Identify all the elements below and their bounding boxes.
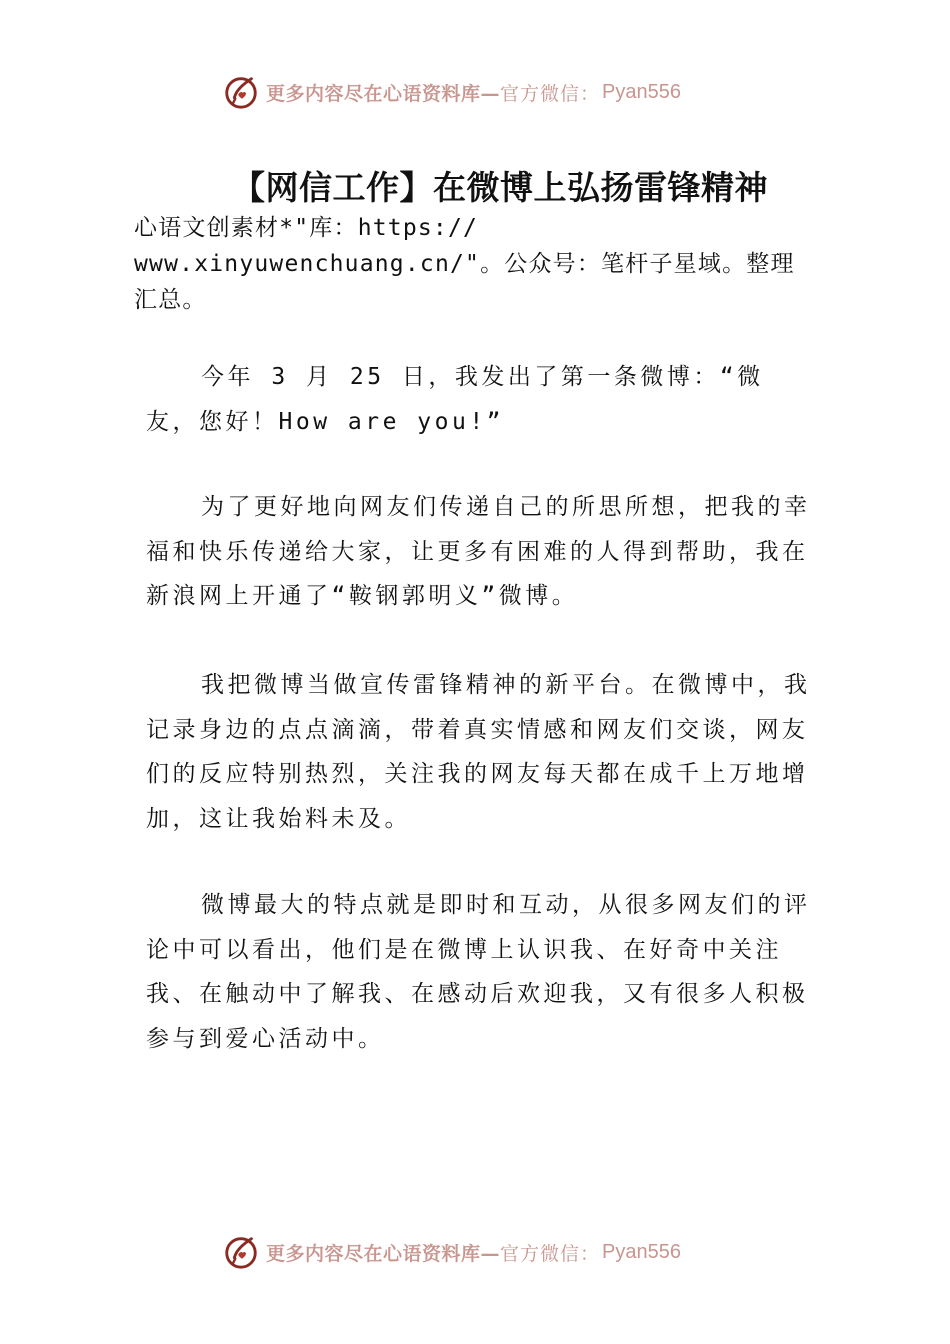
- pen-heart-logo-icon: [222, 1233, 260, 1271]
- body-paragraph-4: 微博最大的特点就是即时和互动，从很多网友们的评论中可以看出，他们是在微博上认识我、在好奇中关注我、在触动中了解我、在感动后欢迎我，又有很多人积极参与到爱心活动中。: [146, 892, 811, 1052]
- document-title: 【网信工作】在微博上弘扬雷锋精神: [232, 168, 768, 207]
- banner-slogan: 更多内容尽在心语资料库—: [266, 82, 501, 105]
- banner-wechat-id: Pyan556: [602, 80, 681, 103]
- body-paragraph-1: 今年 3 月 25 日，我发出了第一条微博：“微友，您好！How are you!”: [146, 364, 764, 435]
- banner-wechat-label: 官方微信：: [500, 82, 601, 105]
- footer-slogan: 更多内容尽在心语资料库—: [266, 1242, 501, 1265]
- pen-heart-logo-icon: [222, 73, 260, 111]
- header-banner: [222, 72, 681, 112]
- footer-wechat-id: Pyan556: [602, 1240, 681, 1263]
- body-paragraph-2: 为了更好地向网友们传递自己的所思所想，把我的幸福和快乐传递给大家，让更多有困难的人得到帮助，我在新浪网上开通了“鞍钢郭明义”微博。: [146, 494, 811, 609]
- body-paragraph-3: 我把微博当做宣传雷锋精神的新平台。在微博中，我记录身边的点点滴滴，带着真实情感和网友们交谈，网友们的反应特别热烈，关注我的网友每天都在成千上万地增加，这让我始料未及。: [146, 672, 811, 832]
- footer-banner: [222, 1232, 681, 1272]
- source-note: 心语文创素材*"库：https:// www.xinyuwenchuang.cn/"。公众号：笔杆子星域。整理汇总。: [134, 215, 795, 313]
- footer-wechat-label: 官方微信：: [500, 1242, 601, 1265]
